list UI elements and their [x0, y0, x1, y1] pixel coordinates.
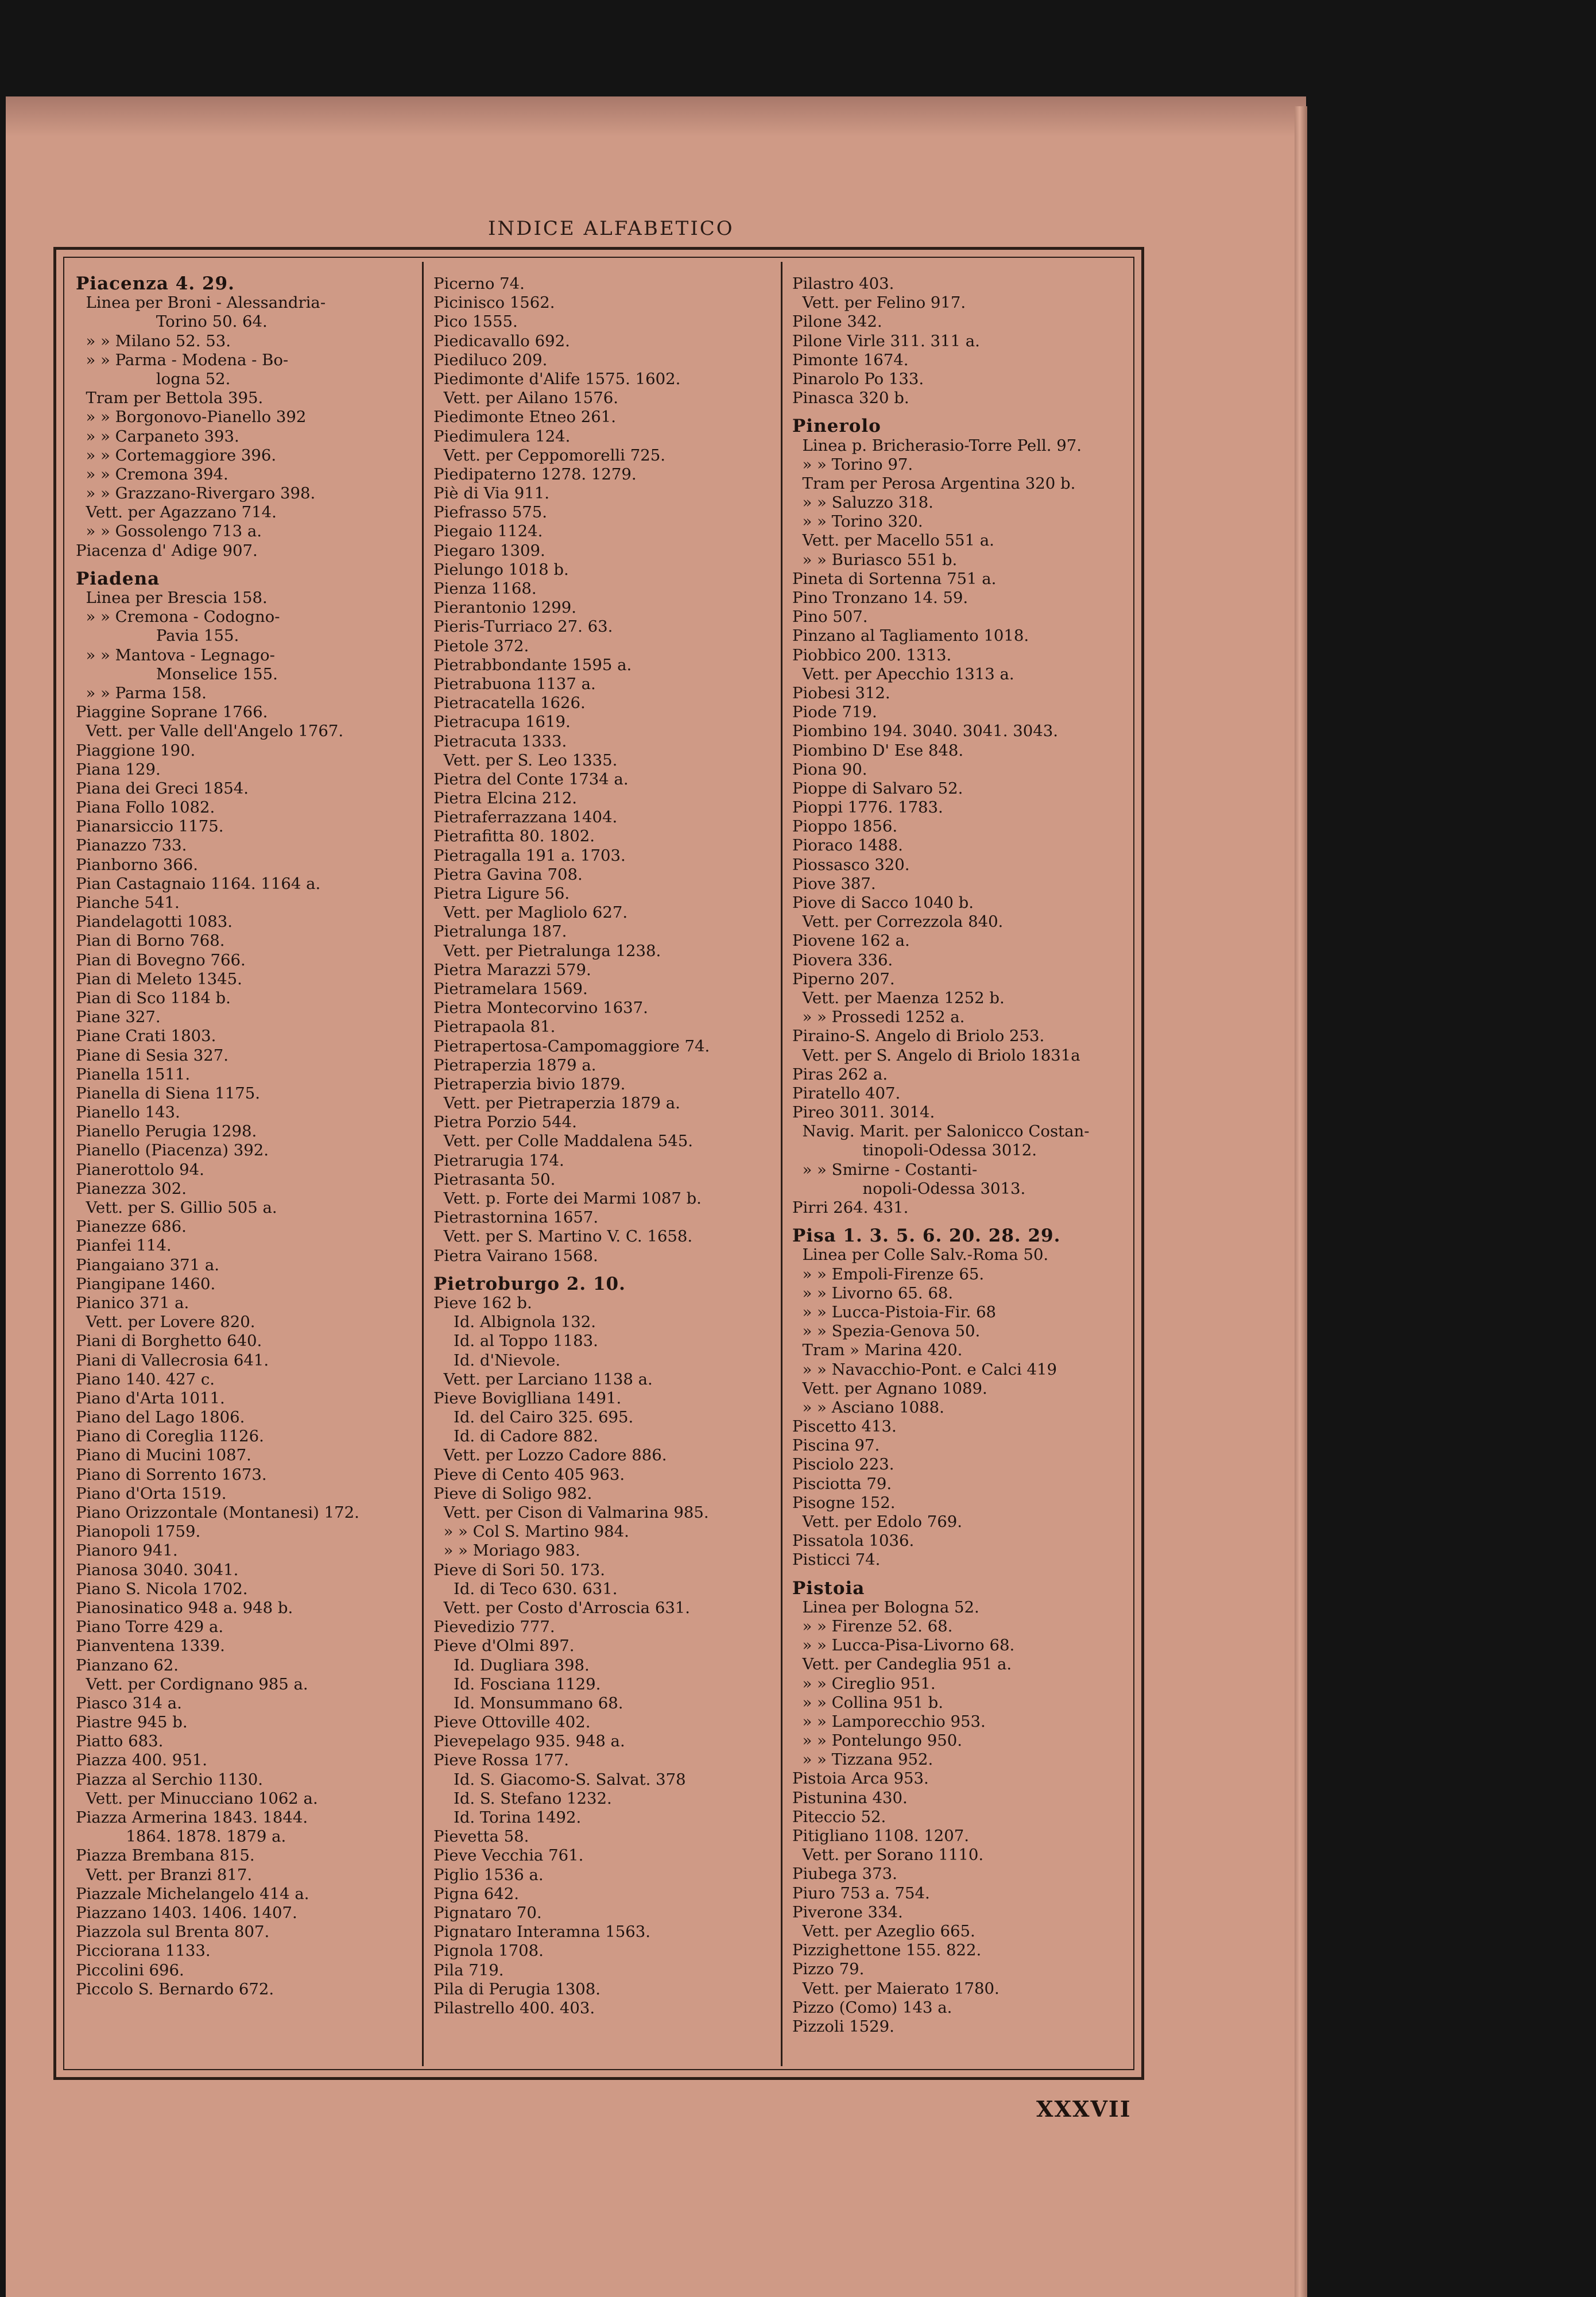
index-entry: » » Torino 320. — [792, 512, 923, 531]
index-entry: Pianche 541. — [76, 894, 180, 912]
index-entry: Pisogne 152. — [792, 1493, 896, 1512]
index-entry: » » Grazzano-Rivergaro 398. — [76, 484, 316, 503]
index-entry: Piode 719. — [792, 703, 877, 722]
index-entry: Id. S. Giacomo-S. Salvat. 378 — [433, 1770, 686, 1789]
index-entry: logna 52. — [76, 369, 231, 388]
index-entry: Pietraperzia 1879 a. — [433, 1055, 596, 1074]
index-entry: Pignataro 70. — [433, 1903, 542, 1922]
index-heading: Piacenza 4. 29. — [76, 273, 235, 294]
index-entry: » » Livorno 65. 68. — [792, 1283, 954, 1302]
index-entry: Pissatola 1036. — [792, 1532, 915, 1550]
index-entry: Pianazzo 733. — [76, 836, 187, 855]
index-entry: Pietrabuona 1137 a. — [433, 674, 596, 693]
index-entry: Piombino 194. 3040. 3041. 3043. — [792, 722, 1058, 741]
index-entry: Piano di Sorrento 1673. — [76, 1465, 267, 1484]
index-entry: Vett. per S. Angelo di Briolo 1831a — [792, 1046, 1080, 1065]
index-entry: Pietrasanta 50. — [433, 1170, 556, 1189]
index-entry: Pianzano 62. — [76, 1656, 179, 1675]
index-entry: Piediluco 209. — [433, 350, 548, 369]
index-entry: » » Navacchio-Pont. e Calci 419 — [792, 1360, 1057, 1379]
index-entry: Piazzola sul Brenta 807. — [76, 1923, 270, 1942]
index-entry: Piana 129. — [76, 760, 161, 779]
index-entry: Pietrafitta 80. 1802. — [433, 827, 595, 846]
index-entry: Piombino D' Ese 848. — [792, 741, 964, 760]
index-entry: Pielungo 1018 b. — [433, 560, 569, 579]
index-entry: Pino 507. — [792, 608, 868, 627]
index-entry: Pianventena 1339. — [76, 1637, 225, 1656]
index-entry: Pietracupa 1619. — [433, 713, 571, 732]
index-entry: Pianello (Piacenza) 392. — [76, 1141, 269, 1160]
index-entry: Vett. per Branzi 817. — [76, 1865, 253, 1884]
index-entry: Pietracuta 1333. — [433, 732, 567, 751]
index-entry: Pian di Borno 768. — [76, 931, 225, 950]
index-entry: Piscina 97. — [792, 1436, 880, 1455]
index-entry: Piano Torre 429 a. — [76, 1618, 224, 1637]
index-entry: Vett. per Sorano 1110. — [792, 1846, 984, 1865]
index-entry: » » Buriasco 551 b. — [792, 550, 958, 569]
index-entry: Pianarsiccio 1175. — [76, 817, 224, 836]
index-entry: Pietra Elcina 212. — [433, 789, 578, 808]
index-entry: Pietragalla 191 a. 1703. — [433, 846, 626, 865]
index-entry: Pierantonio 1299. — [433, 598, 576, 617]
index-entry: Piatto 683. — [76, 1732, 164, 1751]
index-entry: » » Cremona 394. — [76, 465, 228, 484]
index-entry: Vett. per Correzzola 840. — [792, 912, 1004, 931]
index-entry: Pianosinatico 948 a. 948 b. — [76, 1598, 293, 1617]
index-entry: Vett. per Agnano 1089. — [792, 1379, 987, 1398]
index-entry: Pietra Vairano 1568. — [433, 1246, 598, 1265]
index-entry: » » Mantova - Legnago- — [76, 645, 275, 664]
index-entry: Vett. per Larciano 1138 a. — [433, 1370, 653, 1389]
index-entry: Pinzano al Tagliamento 1018. — [792, 627, 1029, 645]
index-entry: Piona 90. — [792, 760, 867, 779]
index-entry: Piana dei Greci 1854. — [76, 779, 249, 798]
index-entry: Pico 1555. — [433, 312, 518, 331]
index-entry: Pietralunga 187. — [433, 922, 567, 941]
index-entry: Vett. per S. Martino V. C. 1658. — [433, 1227, 693, 1246]
index-entry: Vett. per Minucciano 1062 a. — [76, 1789, 318, 1808]
index-entry: Pioppi 1776. 1783. — [792, 798, 943, 817]
index-entry: » » Lucca-Pisa-Livorno 68. — [792, 1636, 1015, 1655]
index-entry: Piani di Vallecrosia 641. — [76, 1351, 269, 1370]
index-entry: Pieve Rossa 177. — [433, 1751, 569, 1770]
index-entry: » » Empoli-Firenze 65. — [792, 1264, 985, 1283]
index-entry: Vett. per S. Gillio 505 a. — [76, 1198, 277, 1217]
index-entry: Pizzo 79. — [792, 1960, 865, 1979]
index-entry: » » Smirne - Costanti- — [792, 1160, 978, 1179]
index-column-2 — [433, 274, 766, 2018]
index-heading: Pistoia — [792, 1577, 865, 1599]
index-entry: Piovene 162 a. — [792, 931, 910, 950]
index-entry: » » Asciano 1088. — [792, 1398, 944, 1417]
index-entry: Piuro 753 a. 754. — [792, 1884, 930, 1902]
index-entry: Piedimonte Etneo 261. — [433, 408, 617, 427]
index-entry: Torino 50. 64. — [76, 312, 268, 331]
index-entry: Pisciotta 79. — [792, 1474, 892, 1493]
index-entry: Piano d'Orta 1519. — [76, 1484, 227, 1503]
index-entry: Piperno 207. — [792, 969, 895, 988]
index-entry: Piegaro 1309. — [433, 541, 545, 560]
index-entry: Vett. per Pietraperzia 1879 a. — [433, 1094, 680, 1113]
index-entry: Pignataro Interamna 1563. — [433, 1923, 650, 1942]
index-entry: Pietra del Conte 1734 a. — [433, 769, 629, 788]
index-entry: Pimonte 1674. — [792, 350, 909, 369]
index-entry: Piano del Lago 1806. — [76, 1408, 245, 1427]
index-entry: Pietrapaola 81. — [433, 1018, 556, 1037]
index-entry: Piras 262 a. — [792, 1065, 888, 1084]
index-entry: Picinisco 1562. — [433, 293, 555, 312]
index-entry: Pila di Perugia 1308. — [433, 1979, 601, 1998]
index-entry: 1864. 1878. 1879 a. — [76, 1827, 286, 1846]
index-entry: Piedipaterno 1278. 1279. — [433, 465, 637, 484]
index-entry: Pianello 143. — [76, 1103, 180, 1122]
index-entry: Pienza 1168. — [433, 579, 537, 598]
index-entry: Piraino-S. Angelo di Briolo 253. — [792, 1027, 1045, 1046]
index-entry: Pioppe di Salvaro 52. — [792, 779, 963, 798]
index-entry: Vett. per Apecchio 1313 a. — [792, 664, 1014, 683]
index-entry: Pianico 371 a. — [76, 1293, 189, 1312]
column-rule-1 — [422, 262, 424, 2066]
index-entry: » » Cireglio 951. — [792, 1674, 936, 1693]
index-entry: » » Borgonovo-Pianello 392 — [76, 408, 307, 427]
index-entry: Vett. per Cordignano 985 a. — [76, 1675, 308, 1693]
index-entry: » » Cremona - Codogno- — [76, 608, 280, 627]
index-entry: Pietrapertosa-Campomaggiore 74. — [433, 1037, 710, 1055]
index-entry: » » Prossedi 1252 a. — [792, 1008, 965, 1027]
index-entry: Pietraperzia bivio 1879. — [433, 1074, 626, 1093]
index-entry: » » Cortemaggiore 396. — [76, 446, 277, 465]
index-entry: » » Lucca-Pistoia-Fir. 68 — [792, 1302, 997, 1321]
index-entry: Piane Crati 1803. — [76, 1027, 216, 1046]
index-entry: Pignola 1708. — [433, 1942, 544, 1960]
index-entry: Pilone 342. — [792, 312, 882, 331]
index-entry: Pigna 642. — [433, 1884, 519, 1903]
index-column-1 — [76, 274, 420, 1999]
index-entry: Pietra Porzio 544. — [433, 1113, 577, 1132]
index-entry: Pirri 264. 431. — [792, 1198, 909, 1217]
index-entry: Piubega 373. — [792, 1865, 897, 1884]
index-entry: Id. S. Stefano 1232. — [433, 1789, 612, 1808]
index-entry: Piaggine Soprane 1766. — [76, 703, 268, 722]
index-entry: » » Gossolengo 713 a. — [76, 522, 262, 541]
index-entry: Piobbico 200. 1313. — [792, 645, 952, 664]
index-entry: Piastre 945 b. — [76, 1713, 188, 1732]
index-entry: Pireo 3011. 3014. — [792, 1103, 935, 1122]
index-entry: Pianopoli 1759. — [76, 1522, 201, 1541]
index-entry: Piazzano 1403. 1406. 1407. — [76, 1903, 297, 1922]
index-entry: Pieve d'Olmi 897. — [433, 1637, 575, 1656]
index-entry: Pietra Gavina 708. — [433, 865, 583, 884]
index-entry: Id. del Cairo 325. 695. — [433, 1408, 634, 1427]
index-entry: Pistoia Arca 953. — [792, 1769, 929, 1788]
index-entry: Piani di Borghetto 640. — [76, 1332, 262, 1351]
index-entry: Piangaiano 371 a. — [76, 1255, 219, 1274]
index-entry: Tram » Marina 420. — [792, 1341, 963, 1360]
index-entry: Id. al Toppo 1183. — [433, 1332, 598, 1351]
index-entry: Piè di Via 911. — [433, 484, 549, 503]
index-entry: Pizzighettone 155. 822. — [792, 1941, 982, 1960]
index-entry: » » Collina 951 b. — [792, 1693, 944, 1712]
index-entry: Piandelagotti 1083. — [76, 912, 233, 931]
column-rule-2 — [781, 262, 782, 2066]
index-entry: Piobesi 312. — [792, 683, 890, 702]
index-entry: Pitigliano 1108. 1207. — [792, 1827, 969, 1845]
index-entry: Pianfei 114. — [76, 1236, 172, 1255]
index-entry: Pietrastornina 1657. — [433, 1208, 599, 1227]
index-entry: Piano Orizzontale (Montanesi) 172. — [76, 1503, 359, 1522]
index-entry: Piano 140. 427 c. — [76, 1370, 215, 1389]
index-entry: Vett. per Colle Maddalena 545. — [433, 1132, 693, 1151]
index-entry: Vett. per Felino 917. — [792, 293, 966, 312]
index-entry: Piccolo S. Bernardo 672. — [76, 1979, 274, 1998]
index-entry: Pieve Ottoville 402. — [433, 1713, 591, 1732]
index-entry: » » Moriago 983. — [433, 1541, 580, 1560]
index-entry: Linea per Bologna 52. — [792, 1598, 979, 1617]
index-entry: Pinasca 320 b. — [792, 389, 909, 408]
index-entry: Piedimonte d'Alife 1575. 1602. — [433, 369, 681, 388]
index-entry: Pieve di Sori 50. 173. — [433, 1560, 606, 1579]
index-entry: Vett. p. Forte dei Marmi 1087 b. — [433, 1189, 702, 1208]
index-entry: Pianoro 941. — [76, 1541, 178, 1560]
index-entry: Pioppo 1856. — [792, 817, 898, 836]
index-entry: Vett. per Maenza 1252 b. — [792, 988, 1005, 1007]
index-entry: Pietrarugia 174. — [433, 1151, 564, 1170]
index-entry: Vett. per Ailano 1576. — [433, 389, 619, 408]
index-entry: Pianello Perugia 1298. — [76, 1122, 257, 1141]
index-entry: Pietraferrazzana 1404. — [433, 808, 618, 827]
index-entry: Piano di Coreglia 1126. — [76, 1427, 264, 1446]
index-entry: Vett. per Maierato 1780. — [792, 1979, 1000, 1998]
index-entry: » » Pontelungo 950. — [792, 1731, 962, 1750]
index-entry: Piglio 1536 a. — [433, 1865, 544, 1884]
index-entry: Pian Castagnaio 1164. 1164 a. — [76, 874, 321, 893]
index-entry: » » Lamporecchio 953. — [792, 1712, 986, 1731]
index-entry: Piedicavallo 692. — [433, 331, 570, 350]
index-entry: Pianella 1511. — [76, 1065, 191, 1084]
index-entry: Pavia 155. — [76, 627, 239, 645]
index-entry: Picciorana 1133. — [76, 1942, 211, 1960]
index-entry: » » Col S. Martino 984. — [433, 1522, 629, 1541]
index-entry: Pietra Marazzi 579. — [433, 960, 591, 979]
index-entry: » » Torino 97. — [792, 455, 913, 474]
index-entry: Linea p. Bricherasio-Torre Pell. 97. — [792, 436, 1082, 455]
index-entry: Pineta di Sortenna 751 a. — [792, 569, 997, 588]
index-entry: Id. di Cadore 882. — [433, 1427, 599, 1446]
index-column-3 — [792, 274, 1131, 2036]
index-entry: Piratello 407. — [792, 1084, 901, 1103]
index-entry: Piove di Sacco 1040 b. — [792, 894, 974, 912]
index-heading: Pisa 1. 3. 5. 6. 20. 28. 29. — [792, 1225, 1061, 1247]
index-entry: Vett. per Azeglio 665. — [792, 1921, 975, 1940]
index-entry: » » Saluzzo 318. — [792, 493, 933, 512]
index-entry: Pievetta 58. — [433, 1827, 529, 1846]
page-edge-stack — [1295, 106, 1307, 2297]
index-entry: Piana Follo 1082. — [76, 798, 215, 817]
index-entry: Vett. per Valle dell'Angelo 1767. — [76, 722, 344, 741]
index-entry: Piaggione 190. — [76, 741, 196, 760]
index-entry: Piverone 334. — [792, 1902, 903, 1921]
index-entry: Piangipane 1460. — [76, 1274, 216, 1293]
index-entry: » » Milano 52. 53. — [76, 331, 231, 350]
index-entry: Pinarolo Po 133. — [792, 369, 924, 388]
index-entry: Vett. per Magliolo 627. — [433, 903, 628, 922]
index-entry: Id. Torina 1492. — [433, 1808, 582, 1827]
index-entry: Pietra Montecorvino 1637. — [433, 999, 648, 1018]
index-entry: Id. d'Nievole. — [433, 1351, 561, 1370]
index-entry: Pilone Virle 311. 311 a. — [792, 331, 980, 350]
index-entry: Id. Fosciana 1129. — [433, 1675, 601, 1693]
index-entry: Pian di Sco 1184 b. — [76, 988, 231, 1007]
index-entry: Vett. per Costo d'Arroscia 631. — [433, 1598, 691, 1617]
index-entry: » » Tizzana 952. — [792, 1750, 933, 1769]
index-entry: Pieve 162 b. — [433, 1293, 532, 1312]
index-entry: » » Parma - Modena - Bo- — [76, 350, 289, 369]
index-entry: Piccolini 696. — [76, 1960, 184, 1979]
index-entry: Pizzo (Como) 143 a. — [792, 1998, 952, 2017]
index-entry: Linea per Brescia 158. — [76, 589, 268, 607]
index-entry: Linea per Colle Salv.-Roma 50. — [792, 1246, 1049, 1264]
index-entry: Piano S. Nicola 1702. — [76, 1579, 248, 1598]
index-entry: Vett. per Candeglia 951 a. — [792, 1655, 1012, 1674]
index-heading: Pinerolo — [792, 416, 881, 437]
index-entry: Piefrasso 575. — [433, 503, 548, 522]
index-entry: » » Spezia-Genova 50. — [792, 1322, 981, 1341]
index-entry: Pietrabbondante 1595 a. — [433, 655, 632, 674]
index-entry: Piazza Armerina 1843. 1844. — [76, 1808, 308, 1827]
index-entry: Piovera 336. — [792, 950, 893, 969]
index-entry: Piazza 400. 951. — [76, 1751, 208, 1770]
index-entry: Vett. per Edolo 769. — [792, 1513, 963, 1531]
index-entry: Pisticci 74. — [792, 1550, 881, 1569]
index-entry: Piano d'Arta 1011. — [76, 1389, 225, 1407]
index-entry: Vett. per Pietralunga 1238. — [433, 941, 661, 960]
index-entry: Piscetto 413. — [792, 1417, 897, 1436]
index-entry: Piane 327. — [76, 1008, 161, 1027]
index-entry: Pievedizio 777. — [433, 1618, 555, 1637]
index-entry: Piano di Mucini 1087. — [76, 1446, 251, 1465]
index-entry: Pianella di Siena 1175. — [76, 1084, 261, 1103]
index-entry: Piedimulera 124. — [433, 427, 571, 446]
index-entry: Piossasco 320. — [792, 855, 910, 874]
index-entry: Linea per Broni - Alessandria- — [76, 293, 326, 312]
index-entry: Pianosa 3040. 3041. — [76, 1560, 239, 1579]
index-heading: Piadena — [76, 568, 160, 589]
index-entry: Vett. per Ceppomorelli 725. — [433, 446, 665, 465]
index-entry: nopoli-Odessa 3013. — [792, 1179, 1026, 1198]
index-entry: Pianezze 686. — [76, 1217, 187, 1236]
index-entry: Id. Dugliara 398. — [433, 1656, 590, 1675]
index-entry: tinopoli-Odessa 3012. — [792, 1141, 1037, 1160]
index-entry: Vett. per Agazzano 714. — [76, 503, 277, 522]
index-entry: » » Parma 158. — [76, 683, 207, 702]
index-entry: Pietra Ligure 56. — [433, 884, 570, 903]
page-number: XXXVII — [1036, 2096, 1132, 2122]
page-top-shadow — [6, 96, 1306, 137]
index-entry: Pianezza 302. — [76, 1179, 187, 1198]
index-entry: Vett. per S. Leo 1335. — [433, 751, 618, 769]
index-entry: Piazza Brembana 815. — [76, 1846, 255, 1865]
index-entry: Pilastrello 400. 403. — [433, 1998, 595, 2017]
index-entry: Piazza al Serchio 1130. — [76, 1770, 263, 1789]
index-entry: Vett. per Macello 551 a. — [792, 531, 994, 550]
index-entry: Picerno 74. — [433, 274, 525, 293]
index-entry: Pietracatella 1626. — [433, 694, 586, 713]
index-entry: Piazzale Michelangelo 414 a. — [76, 1884, 309, 1903]
index-entry: Pianborno 366. — [76, 855, 198, 874]
index-heading: Pietroburgo 2. 10. — [433, 1273, 626, 1294]
index-entry: Pioraco 1488. — [792, 836, 903, 855]
index-entry: Pila 719. — [433, 1960, 504, 1979]
index-entry: Id. Monsummano 68. — [433, 1693, 623, 1712]
index-entry: Pisciolo 223. — [792, 1455, 894, 1474]
index-entry: Tram per Perosa Argentina 320 b. — [792, 474, 1076, 493]
index-entry: Vett. per Lovere 820. — [76, 1313, 255, 1332]
index-entry: Piegaio 1124. — [433, 522, 543, 541]
index-entry: Pievepelago 935. 948 a. — [433, 1732, 625, 1751]
index-entry: Vett. per Lozzo Cadore 886. — [433, 1446, 667, 1465]
page-header-title: INDICE ALFABETICO — [488, 217, 734, 240]
index-entry: Id. Albignola 132. — [433, 1313, 596, 1332]
index-entry: Pietole 372. — [433, 636, 529, 655]
index-entry: » » Carpaneto 393. — [76, 427, 239, 446]
index-entry: Vett. per Cison di Valmarina 985. — [433, 1503, 709, 1522]
index-entry: Pieve Vecchia 761. — [433, 1846, 584, 1865]
index-entry: Pilastro 403. — [792, 274, 894, 293]
index-entry: Piove 387. — [792, 874, 876, 893]
index-entry: Pieris-Turriaco 27. 63. — [433, 617, 613, 636]
index-entry: Pieve di Cento 405 963. — [433, 1465, 625, 1484]
index-entry: Navig. Marit. per Salonicco Costan- — [792, 1122, 1090, 1141]
index-entry: Piane di Sesia 327. — [76, 1046, 228, 1065]
index-entry: Pietramelara 1569. — [433, 979, 588, 998]
index-entry: Pian di Bovegno 766. — [76, 950, 246, 969]
index-entry: Monselice 155. — [76, 664, 278, 683]
index-entry: Pistunina 430. — [792, 1788, 908, 1807]
index-entry: Piteccio 52. — [792, 1807, 886, 1826]
index-entry: Pino Tronzano 14. 59. — [792, 589, 969, 607]
index-entry: Pian di Meleto 1345. — [76, 969, 242, 988]
index-entry: Pianerottolo 94. — [76, 1160, 204, 1179]
index-entry: » » Firenze 52. 68. — [792, 1617, 953, 1635]
index-entry: Piacenza d' Adige 907. — [76, 541, 258, 560]
index-entry: Piasco 314 a. — [76, 1693, 182, 1712]
index-entry: Id. di Teco 630. 631. — [433, 1579, 618, 1598]
index-entry: Pieve di Soligo 982. — [433, 1484, 592, 1503]
index-entry: Tram per Bettola 395. — [76, 389, 264, 408]
index-entry: Pieve Boviglliana 1491. — [433, 1389, 622, 1407]
index-entry: Pizzoli 1529. — [792, 2017, 894, 2036]
